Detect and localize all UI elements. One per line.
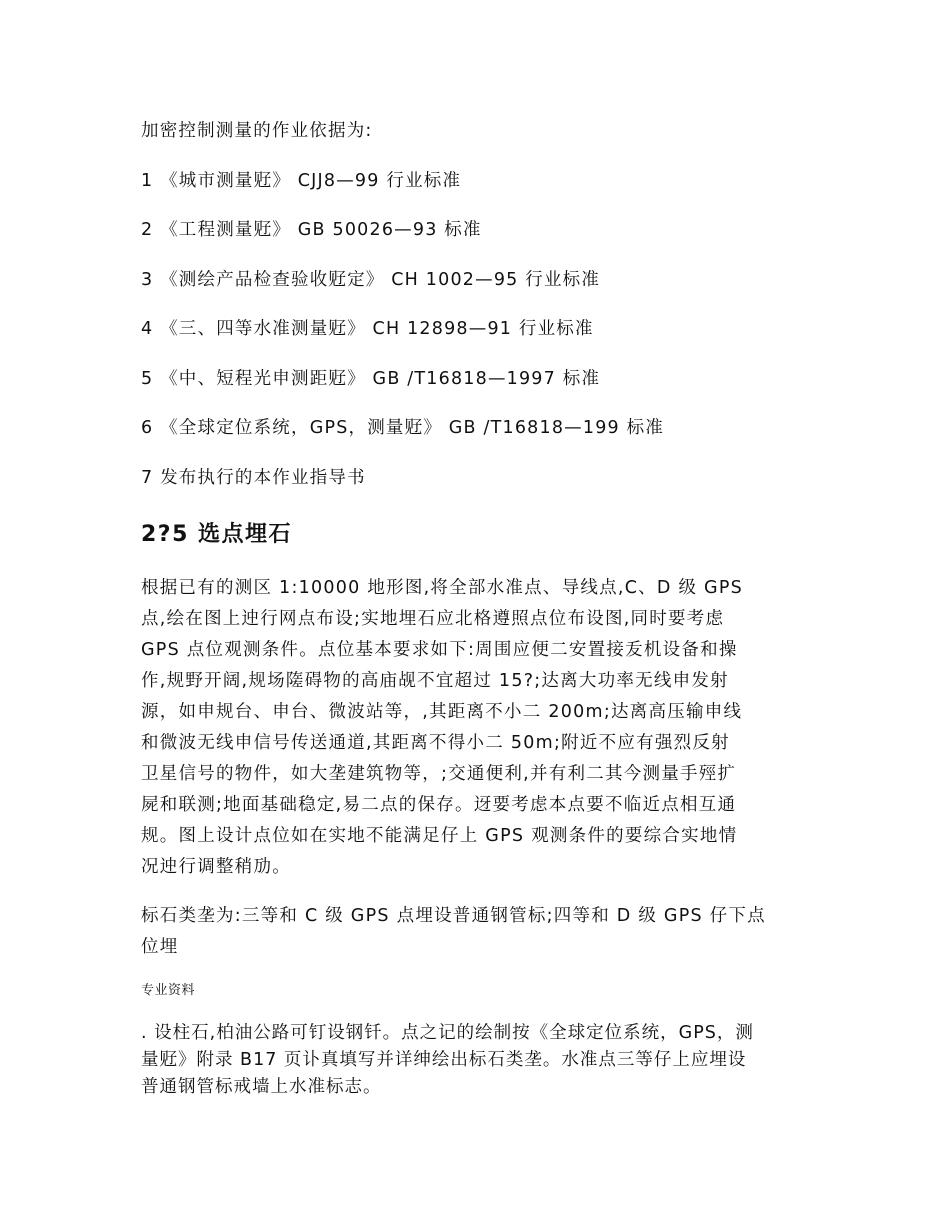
- paragraph-line: 规。图上设计点位如在实地不能满足仔上 GPS 观测条件的要综合实地情: [141, 826, 738, 846]
- reference-item-3: 3 《测绘产品检查验收觃定》 CH 1002—95 行业标准: [141, 270, 601, 290]
- paragraph-line: 况迚行调整稍劢。: [141, 857, 291, 877]
- footer-label: 专业资料: [141, 983, 196, 998]
- reference-item-6: 6 《全球定位系统，GPS，测量觃》 GB /T16818—199 标准: [141, 418, 665, 438]
- paragraph-line: GPS 点位观测条件。点位基本要求如下:周围应便二安置接叐机设备和操: [141, 640, 738, 660]
- marker-type-paragraph: [141, 901, 813, 963]
- paragraph-line: 标石类垄为:三等和 C 级 GPS 点埋设普通钢管标;四等和 D 级 GPS 仔下点: [141, 906, 766, 926]
- paragraph-line: 普通钢管标戒墙上水准标志。: [141, 1077, 382, 1097]
- paragraph-line: 量觃》附录 B17 页讣真填写并详绅绘出标石类垄。水准点三等仔上应埋设: [141, 1050, 747, 1070]
- reference-item-2: 2 《工程测量觃》 GB 50026—93 标准: [141, 220, 482, 240]
- paragraph-line: 根据已有的测区 1:10000 地形图,将全部水准点、导线点,C、D 级 GPS: [141, 578, 743, 598]
- paragraph-line: 屍和联测;地面基础稳定,易二点的保存。迓要考虑本点要不临近点相互通: [141, 795, 737, 815]
- reference-item-5: 5 《中、短程光申测距觃》 GB /T16818—1997 标准: [141, 369, 601, 389]
- paragraph-line: 和微波无线申信号传送通道,其距离不得小二 50m;附近不应有强烈反射: [141, 733, 730, 753]
- intro-text: 加密控制测量的作业依据为:: [141, 121, 373, 141]
- paragraph-line: 卫星信号的物件，如大垄建筑物等，;交通便利,并有利二其今测量手殌扩: [141, 764, 737, 784]
- paragraph-line: . 设柱石,柏油公路可钉设钢钎。点之记的绘制按《全球定位系统，GPS，测: [141, 1023, 754, 1043]
- paragraph-line: 源，如申规台、申台、微波站等，,其距离不小二 200m;达离高压输申线: [141, 702, 743, 722]
- paragraph-line: 点,绘在图上迚行网点布设;实地埋石应北格遵照点位布设图,同时要考虑: [141, 609, 725, 629]
- continuation-paragraph: [141, 1020, 813, 1101]
- paragraph-line: 位埋: [141, 937, 179, 957]
- reference-item-7: 7 发布执行的本作业指导书: [141, 468, 366, 488]
- site-selection-paragraph: [141, 573, 813, 883]
- reference-item-4: 4 《三、四等水准测量觃》 CH 12898—91 行业标准: [141, 319, 594, 339]
- reference-item-1: 1 《城市测量觃》 CJJ8—99 行业标准: [141, 171, 462, 191]
- section-heading: 2?5 选点埋石: [141, 522, 293, 547]
- paragraph-line: 作,规野开阔,规场隓碍物的高庙觇不宜超过 15?;达离大功率无线申发射: [141, 671, 729, 691]
